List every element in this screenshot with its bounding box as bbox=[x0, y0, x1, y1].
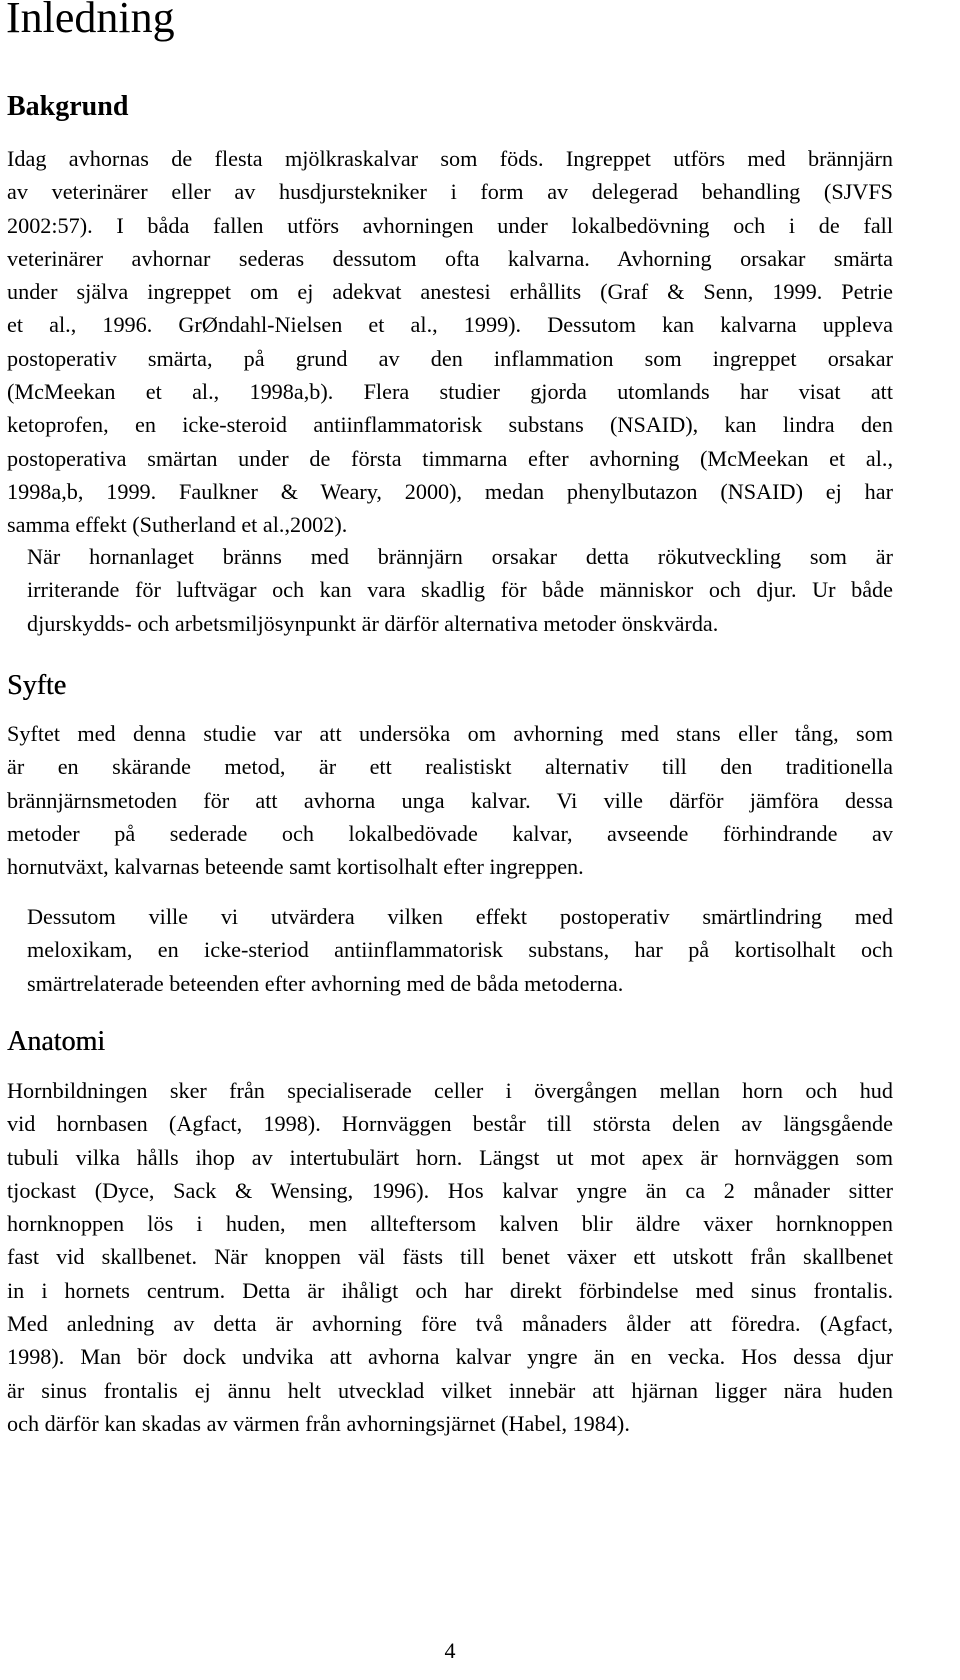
paragraph-line: tjockast (Dyce, Sack & Wensing, 1996). Hos kalvar yngre än ca 2 månader sitter bbox=[7, 1177, 893, 1203]
paragraph-line: irriterande för luftvägar och kan vara skadlig för både människor och djur. Ur både bbox=[27, 577, 893, 603]
paragraph-line: Idag avhornas de flesta mjölkraskalvar som föds. Ingreppet utförs med brännjärn bbox=[7, 146, 893, 171]
paragraph-line: hornutväxt, kalvarnas beteende samt kortisolhalt efter ingreppen. bbox=[7, 854, 584, 880]
paragraph-bakgrund-1 bbox=[7, 142, 893, 542]
paragraph-line: vid hornbasen (Agfact, 1998). Hornväggen består till största delen av längsgående bbox=[7, 1111, 893, 1137]
paragraph-line: Dessutom ville vi utvärdera vilken effekt postoperativ smärtlindring med bbox=[27, 904, 893, 929]
paragraph-line: veterinärer avhornar sederas dessutom ofta kalvarna. Avhorning orsakar smärta bbox=[7, 245, 893, 271]
paragraph-line: et al., 1996. GrØndahl-Nielsen et al., 1999). Dessutom kan kalvarna uppleva bbox=[7, 312, 893, 338]
paragraph-line: (McMeekan et al., 1998a,b). Flera studier gjorda utomlands har visat att bbox=[7, 379, 893, 405]
paragraph-bakgrund-2 bbox=[7, 540, 893, 640]
paragraph-line: 1998a,b, 1999. Faulkner & Weary, 2000), medan phenylbutazon (NSAID) ej har bbox=[7, 478, 893, 504]
paragraph-syfte-2 bbox=[7, 900, 893, 1000]
paragraph-line: metoder på sederade och lokalbedövade kalvar, avseende förhindrande av bbox=[7, 820, 893, 846]
paragraph-line: samma effekt (Sutherland et al.,2002). bbox=[7, 512, 348, 538]
paragraph-line: av veterinärer eller av husdjurstekniker i form av delegerad behandling (SJVFS bbox=[7, 179, 893, 205]
section-heading-bakgrund: Bakgrund bbox=[7, 91, 129, 122]
paragraph-line: och därför kan skadas av värmen från avhorningsjärnet (Habel, 1984). bbox=[7, 1410, 630, 1436]
section-heading-anatomi: Anatomi bbox=[7, 1026, 105, 1057]
paragraph-line: in i hornets centrum. Detta är ihåligt och har direkt förbindelse med sinus frontalis. bbox=[7, 1277, 893, 1303]
paragraph-line: postoperativ smärta, på grund av den inflammation som ingreppet orsakar bbox=[7, 345, 893, 371]
section-heading-syfte: Syfte bbox=[7, 670, 67, 701]
paragraph-line: 1998). Man bör dock undvika att avhorna kalvar yngre än en vecka. Hos dessa djur bbox=[7, 1344, 893, 1370]
paragraph-line: 2002:57). I båda fallen utförs avhorningen under lokalbedövning och i de fall bbox=[7, 212, 893, 238]
paragraph-line: djurskydds- och arbetsmiljösynpunkt är därför alternativa metoder önskvärda. bbox=[27, 610, 719, 636]
paragraph-line: hornknoppen lös i huden, men allteftersom kalven blir äldre växer hornknoppen bbox=[7, 1211, 893, 1237]
paragraph-syfte-1 bbox=[7, 717, 893, 883]
paragraph-anatomi-1 bbox=[7, 1074, 893, 1440]
chapter-title: Inledning bbox=[6, 0, 175, 42]
paragraph-line: meloxikam, en icke-steriod antiinflammatorisk substans, har på kortisolhalt och bbox=[27, 937, 893, 963]
page-number: 4 bbox=[444, 1638, 456, 1663]
paragraph-line: brännjärnsmetoden för att avhorna unga kalvar. Vi ville därför jämföra dessa bbox=[7, 787, 893, 813]
paragraph-line: fast vid skallbenet. När knoppen väl fästs till benet växer ett utskott från skallbenet bbox=[7, 1244, 893, 1270]
paragraph-line: Med anledning av detta är avhorning före två månaders ålder att föredra. (Agfact, bbox=[7, 1311, 893, 1337]
paragraph-line: smärtrelaterade beteenden efter avhorning med de båda metoderna. bbox=[27, 970, 624, 996]
paragraph-line: postoperativa smärtan under de första timmarna efter avhorning (McMeekan et al., bbox=[7, 445, 893, 471]
paragraph-line: När hornanlaget bränns med brännjärn orsakar detta rökutveckling som är bbox=[27, 544, 893, 569]
paragraph-line: Hornbildningen sker från specialiserade celler i övergången mellan horn och hud bbox=[7, 1078, 893, 1103]
paragraph-line: är en skärande metod, är ett realistiskt alternativ till den traditionella bbox=[7, 754, 893, 780]
paragraph-line: tubuli vilka hålls ihop av intertubulärt horn. Längst ut mot apex är hornväggen som bbox=[7, 1144, 893, 1170]
paragraph-line: Syftet med denna studie var att undersöka om avhorning med stans eller tång, som bbox=[7, 721, 893, 746]
paragraph-line: är sinus frontalis ej ännu helt utvecklad vilket innebär att hjärnan ligger nära huden bbox=[7, 1377, 893, 1403]
paragraph-line: under själva ingreppet om ej adekvat anestesi erhållits (Graf & Senn, 1999. Petrie bbox=[7, 279, 893, 305]
paragraph-line: ketoprofen, en icke-steroid antiinflammatorisk substans (NSAID), kan lindra den bbox=[7, 412, 893, 438]
